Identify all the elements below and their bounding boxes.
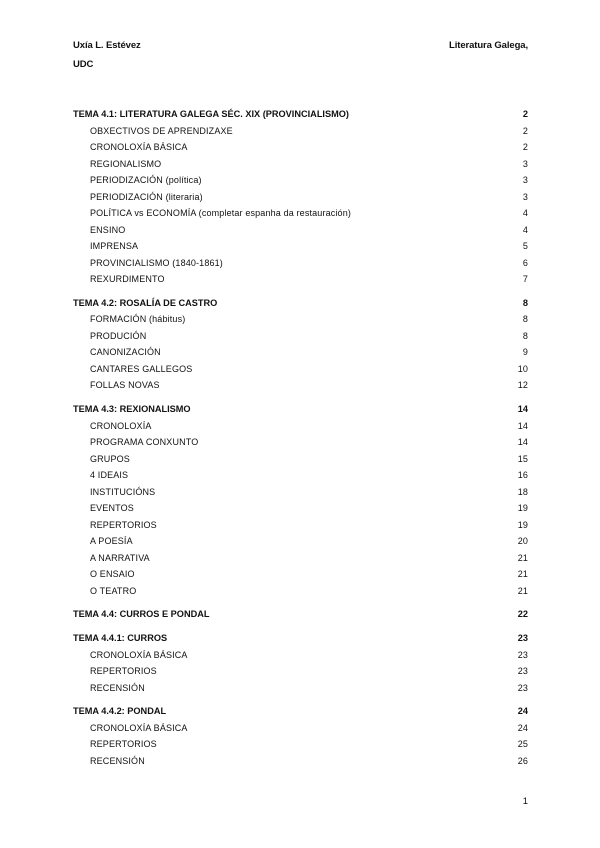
toc-entry-label: INSTITUCIÓNS — [90, 486, 156, 497]
toc-section — [73, 295, 528, 394]
toc-entry-label: A POESÍA — [90, 536, 133, 547]
toc-entry-page: 25 — [517, 739, 528, 750]
toc-entry[interactable] — [73, 189, 528, 206]
toc-entry-page: 24 — [517, 722, 528, 733]
toc-entry-label: REPERTORIOS — [90, 739, 157, 750]
toc-entry[interactable] — [73, 377, 528, 394]
toc-entry-label: CRONOLOXÍA BÁSICA — [90, 722, 188, 733]
toc-entry[interactable] — [73, 172, 528, 189]
toc-entry[interactable] — [73, 550, 528, 567]
toc-section — [73, 630, 528, 696]
toc-entry[interactable] — [73, 517, 528, 534]
toc-entry-page: 21 — [517, 569, 528, 580]
toc-entry[interactable] — [73, 736, 528, 753]
header-author: Uxía L. Estévez — [73, 40, 141, 51]
toc-entry-page: 12 — [517, 380, 528, 391]
toc-heading-title: TEMA 4.3: REXIONALISMO — [73, 404, 191, 415]
page-number: 1 — [522, 796, 528, 807]
toc-entry-label: PROVINCIALISMO (1840-1861) — [90, 257, 223, 268]
toc-heading-title: TEMA 4.2: ROSALÍA DE CASTRO — [73, 297, 218, 308]
toc-entry[interactable] — [73, 663, 528, 680]
toc-heading-title: TEMA 4.4.1: CURROS — [73, 633, 168, 644]
toc-entry-page: 23 — [517, 682, 528, 693]
toc-entry[interactable] — [73, 451, 528, 468]
toc-section — [73, 401, 528, 599]
toc-entry[interactable] — [73, 255, 528, 272]
toc-section — [73, 606, 528, 623]
toc-entry-label: PERIODIZACIÓN (literaria) — [90, 191, 203, 202]
toc-entry[interactable] — [73, 123, 528, 140]
toc-entry[interactable] — [73, 156, 528, 173]
toc-heading-title: TEMA 4.4: CURROS E PONDAL — [73, 609, 210, 620]
toc-heading-title: TEMA 4.4.2: PONDAL — [73, 706, 167, 717]
toc-entry-page: 23 — [517, 666, 528, 677]
toc-entry[interactable] — [73, 205, 528, 222]
toc-entry[interactable] — [73, 484, 528, 501]
toc-entry-label: RECENSIÓN — [90, 755, 145, 766]
toc-entry-page: 9 — [522, 347, 528, 358]
toc-section — [73, 703, 528, 769]
table-of-contents — [73, 106, 528, 777]
toc-entry-label: EVENTOS — [90, 503, 134, 514]
toc-entry-label: REPERTORIOS — [90, 666, 157, 677]
toc-entry[interactable] — [73, 500, 528, 517]
toc-entry-page: 8 — [522, 330, 528, 341]
toc-entry-page: 19 — [517, 503, 528, 514]
toc-entry-label: GRUPOS — [90, 453, 130, 464]
toc-entry[interactable] — [73, 238, 528, 255]
toc-entry-label: RECENSIÓN — [90, 682, 145, 693]
toc-heading-title: TEMA 4.1: LITERATURA GALEGA SÉC. XIX (PROVINCIALISMO) — [73, 109, 349, 119]
toc-entry[interactable] — [73, 680, 528, 697]
toc-entry-page: 23 — [517, 649, 528, 660]
toc-heading[interactable] — [73, 630, 528, 647]
toc-entry[interactable] — [73, 344, 528, 361]
toc-entry-page: 2 — [522, 125, 528, 136]
toc-heading-page: 24 — [517, 706, 528, 717]
toc-entry[interactable] — [73, 271, 528, 288]
toc-entry-page: 7 — [522, 274, 528, 284]
toc-entry-page: 10 — [517, 363, 528, 374]
toc-entry-label: ENSINO — [90, 224, 126, 235]
toc-entry-label: 4 IDEAIS — [90, 470, 129, 481]
toc-heading-page: 8 — [522, 297, 528, 308]
toc-entry-label: FOLLAS NOVAS — [90, 380, 160, 391]
toc-entry-label: OBXECTIVOS DE APRENDIZAXE — [90, 125, 233, 136]
toc-entry-label: PROGRAMA CONXUNTO — [90, 437, 199, 448]
toc-heading[interactable] — [73, 401, 528, 418]
toc-entry-label: PRODUCIÓN — [90, 330, 147, 341]
toc-entry-page: 21 — [517, 585, 528, 596]
toc-entry-page: 2 — [522, 142, 528, 152]
toc-entry-page: 5 — [522, 241, 528, 251]
toc-entry-label: CANTARES GALLEGOS — [90, 363, 193, 374]
toc-entry-label: PERIODIZACIÓN (política) — [90, 175, 202, 185]
toc-entry[interactable] — [73, 583, 528, 600]
toc-entry-page: 14 — [517, 420, 528, 431]
toc-heading-page: 22 — [517, 609, 528, 620]
toc-entry[interactable] — [73, 647, 528, 664]
toc-entry-page: 16 — [517, 470, 528, 481]
toc-entry-label: CANONIZACIÓN — [90, 347, 161, 358]
toc-entry-label: CRONOLOXÍA — [90, 420, 152, 431]
toc-entry-label: FORMACIÓN (hábitus) — [90, 314, 186, 325]
toc-entry[interactable] — [73, 361, 528, 378]
toc-entry[interactable] — [73, 467, 528, 484]
toc-entry[interactable] — [73, 418, 528, 435]
toc-entry-page: 3 — [522, 191, 528, 202]
toc-entry-page: 4 — [522, 224, 528, 235]
toc-section — [73, 106, 528, 288]
toc-heading-page: 23 — [517, 633, 528, 644]
header-subject: Literatura Galega, — [449, 40, 528, 51]
toc-entry[interactable] — [73, 566, 528, 583]
toc-entry-page: 3 — [522, 175, 528, 185]
toc-entry-page: 3 — [522, 158, 528, 169]
toc-entry-label: O TEATRO — [90, 585, 137, 596]
toc-entry-page: 26 — [517, 755, 528, 766]
toc-entry-page: 4 — [522, 208, 528, 218]
toc-entry-page: 14 — [517, 437, 528, 448]
toc-heading-page: 2 — [522, 109, 528, 119]
toc-entry-label: CRONOLOXÍA BÁSICA — [90, 142, 188, 152]
toc-heading[interactable] — [73, 295, 528, 312]
toc-entry[interactable] — [73, 753, 528, 770]
toc-entry-label: O ENSAIO — [90, 569, 135, 580]
toc-entry-page: 20 — [517, 536, 528, 547]
toc-heading[interactable] — [73, 106, 528, 123]
header-institution: UDC — [73, 59, 94, 70]
toc-entry[interactable] — [73, 434, 528, 451]
toc-entry-page: 15 — [517, 453, 528, 464]
toc-entry-label: POLÍTICA vs ECONOMÍA (completar espanha da restauración) — [90, 208, 352, 218]
toc-entry[interactable] — [73, 311, 528, 328]
toc-entry[interactable] — [73, 328, 528, 345]
toc-entry-page: 6 — [522, 257, 528, 268]
toc-heading[interactable] — [73, 703, 528, 720]
toc-entry-label: IMPRENSA — [90, 241, 139, 251]
toc-heading-page: 14 — [517, 404, 528, 415]
toc-entry[interactable] — [73, 720, 528, 737]
toc-entry-label: REXURDIMENTO — [90, 274, 165, 284]
toc-entry-page: 19 — [517, 519, 528, 530]
toc-entry-label: A NARRATIVA — [90, 552, 150, 563]
toc-entry-page: 18 — [517, 486, 528, 497]
toc-entry-page: 21 — [517, 552, 528, 563]
toc-entry-label: REPERTORIOS — [90, 519, 157, 530]
toc-heading[interactable] — [73, 606, 528, 623]
toc-entry-page: 8 — [522, 314, 528, 325]
toc-entry[interactable] — [73, 139, 528, 156]
toc-entry-label: CRONOLOXÍA BÁSICA — [90, 649, 188, 660]
toc-entry[interactable] — [73, 533, 528, 550]
toc-entry[interactable] — [73, 222, 528, 239]
toc-entry-label: REGIONALISMO — [90, 158, 162, 169]
